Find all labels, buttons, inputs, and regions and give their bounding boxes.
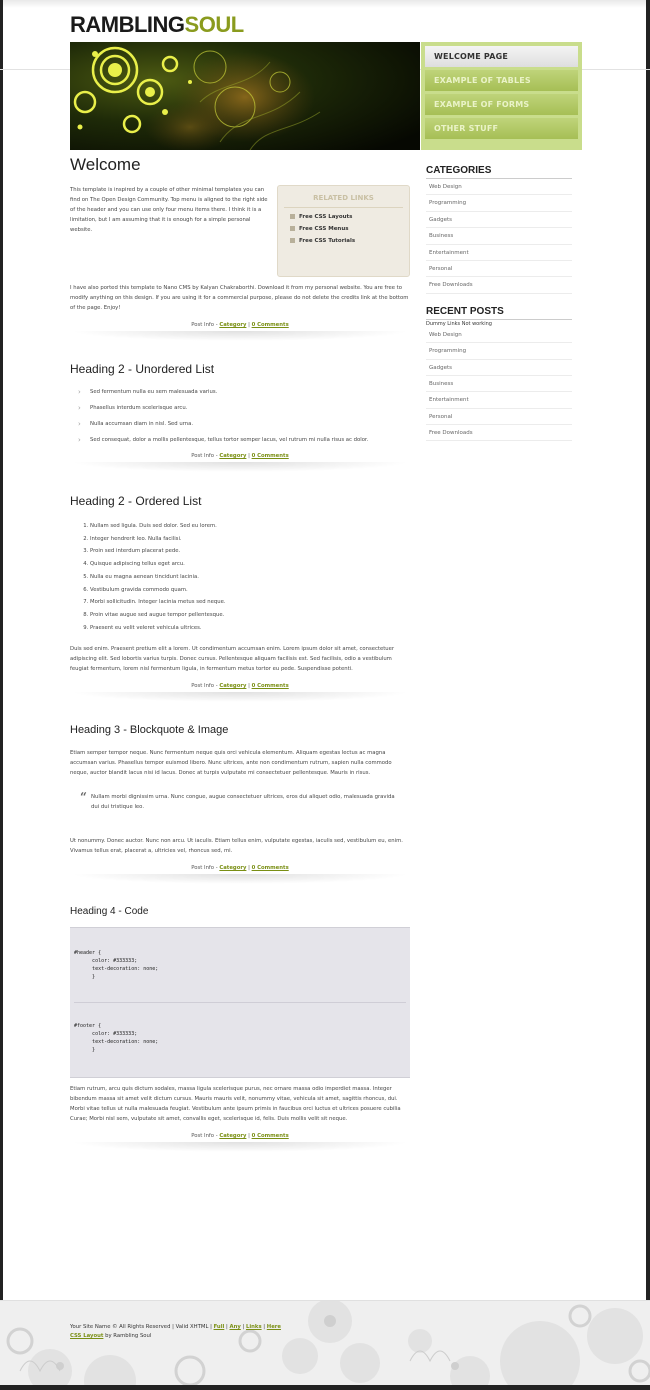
post-blockquote bbox=[70, 724, 410, 884]
window-frame-bottom bbox=[0, 1385, 650, 1390]
related-links-box bbox=[277, 185, 410, 277]
post-shadow-divider bbox=[70, 874, 410, 884]
code-block bbox=[70, 927, 410, 1078]
post-shadow-divider bbox=[70, 462, 410, 472]
sidebar bbox=[426, 165, 572, 441]
list-item: › Sed fermentum nulla eu sem malesuada varius. bbox=[78, 388, 218, 396]
post-unordered-list bbox=[70, 362, 410, 472]
banner-artwork bbox=[70, 42, 420, 150]
footer-link[interactable]: Full bbox=[213, 1324, 225, 1330]
post-title-code: Heading 4 - Code bbox=[70, 906, 149, 918]
post-comments-link[interactable]: 0 Comments bbox=[251, 865, 289, 872]
post-paragraph: This template is inspired by a couple of other minimal templates you can find on The Open Design Community. Top menu is aligned to the right side of the header and you can use only four menu items there. I think it is a limitation, but I am assuming that it is enough for a simple personal website. bbox=[70, 187, 268, 233]
top-gradient-bar bbox=[0, 0, 650, 8]
post-paragraph: Etiam semper tempor neque. Nunc fermentum neque quis orci vehicula elementum. Aliquam egestas lectus ac magna accumsan varius. Phasellus tempor euismod libero. Nunc ultrices, ante non condimentum rutrum, sapien nulla commodo neque, auctor blandit lacus nisi id lacus. Donec at turpis vulputate mi consectetuer pellentesque. Mauris in risus. bbox=[70, 750, 392, 777]
post-shadow-divider bbox=[70, 1142, 410, 1152]
unordered-list bbox=[70, 388, 410, 445]
sidebar-category-link[interactable]: Personal bbox=[426, 261, 572, 277]
post-info: Post Info - Category | 0 Comments bbox=[191, 1133, 289, 1140]
nav-item-other-stuff[interactable]: OTHER STUFF bbox=[425, 118, 578, 139]
list-item: 3. Proin sed interdum placerat pede. bbox=[90, 545, 410, 558]
chevron-right-icon: › bbox=[78, 420, 81, 428]
footer-link[interactable]: Links bbox=[245, 1324, 262, 1330]
post-code bbox=[70, 906, 410, 1152]
chevron-right-icon: › bbox=[78, 404, 81, 412]
list-item: 2. Integer hendrerit leo. Nulla facilisi. bbox=[90, 533, 410, 546]
chevron-right-icon: › bbox=[78, 388, 81, 396]
footer-link[interactable]: Any bbox=[229, 1324, 241, 1330]
bullet-square-icon bbox=[290, 226, 295, 231]
post-comments-link[interactable]: 0 Comments bbox=[251, 322, 289, 328]
quote-mark-icon: “ bbox=[80, 790, 87, 805]
post-comments-link[interactable]: 0 Comments bbox=[251, 453, 289, 459]
list-item: 8. Proin vitae augue sed augue tempor pellentesque. bbox=[90, 609, 410, 622]
sidebar-category-link[interactable]: Web Design bbox=[426, 179, 572, 195]
blockquote-text: Nullam morbi dignissim urna. Nunc congue, augue consectetuer ultrices, eros dui aliquet odio, malesuada gravida dui dui tristique leo. bbox=[91, 794, 395, 811]
sidebar-recent-subtitle: Dummy Links Not working bbox=[426, 320, 492, 327]
sidebar-category-link[interactable]: Entertainment bbox=[426, 245, 572, 261]
post-paragraph: Ut nonummy. Donec auctor. Nunc non arcu. Ut iaculis. Etiam tellus enim, vulputate egestas, iaculis sed, vestibulum eu, enim. Vivamus tellus erat, placerat a, ultricies vel, rhoncus sed, mi. bbox=[70, 838, 403, 855]
window-frame-right bbox=[646, 0, 650, 1390]
sidebar-category-link[interactable]: Gadgets bbox=[426, 212, 572, 228]
sidebar-recent-title: RECENT POSTS bbox=[426, 306, 572, 320]
post-category-link[interactable]: Category bbox=[219, 865, 247, 872]
code-snippet-header: #header { color: #333333; text-decoration: none; } bbox=[74, 950, 159, 981]
logo-part-soul: SOUL bbox=[184, 12, 244, 37]
header-banner-image bbox=[70, 42, 420, 150]
sidebar-recent-link[interactable]: Programming bbox=[426, 343, 572, 359]
sidebar-recent-link[interactable]: Business bbox=[426, 376, 572, 392]
post-welcome bbox=[70, 155, 410, 341]
main-content bbox=[70, 155, 410, 1152]
post-title-ordered: Heading 2 - Ordered List bbox=[70, 494, 202, 508]
related-link[interactable]: Free CSS Layouts bbox=[290, 214, 403, 220]
sidebar-recent-link[interactable]: Gadgets bbox=[426, 360, 572, 376]
nav-item-example-of-tables[interactable]: EXAMPLE OF TABLES bbox=[425, 70, 578, 91]
nav-item-welcome-page[interactable]: WELCOME PAGE bbox=[425, 46, 578, 67]
sidebar-categories-title: CATEGORIES bbox=[426, 165, 572, 179]
site-logo[interactable] bbox=[70, 12, 244, 38]
post-info: Post Info - Category | 0 Comments bbox=[191, 683, 289, 690]
list-item: 5. Nulla eu magna aenean tincidunt lacinia. bbox=[90, 571, 410, 584]
list-item: › Phasellus interdum scelerisque arcu. bbox=[78, 404, 188, 412]
footer-circles-decoration bbox=[0, 1301, 650, 1385]
sidebar-recent-link[interactable]: Web Design bbox=[426, 327, 572, 343]
list-item: 1. Nullam sed ligula. Duis sed dolor. Sed eu lorem. bbox=[90, 520, 410, 533]
code-divider bbox=[74, 1002, 406, 1003]
post-shadow-divider bbox=[70, 331, 410, 341]
post-paragraph: Duis sed enim. Praesent pretium elit a lorem. Ut condimentum accumsan enim. Lorem ipsum dolor sit amet, consectetuer adipiscing elit. Sed lobortis varius turpis. Donec cursus. Pellentesque aliquam facilisis est. Sed facilisis, odio a vestibulum feugiat fermentum, lorem nisl fermentum ligula, in fermentum metus tortor eu pede. Suspendisse potenti. bbox=[70, 646, 395, 673]
post-title-welcome: Welcome bbox=[70, 155, 141, 174]
post-info: Post Info - Category | 0 Comments bbox=[191, 453, 289, 459]
post-category-link[interactable]: Category bbox=[219, 453, 247, 459]
site-footer bbox=[0, 1300, 650, 1385]
sidebar-recent-link[interactable]: Entertainment bbox=[426, 392, 572, 408]
post-comments-link[interactable]: 0 Comments bbox=[251, 1133, 289, 1140]
post-shadow-divider bbox=[70, 692, 410, 702]
top-navigation bbox=[421, 42, 582, 150]
related-link[interactable]: Free CSS Menus bbox=[290, 226, 403, 232]
list-item: 9. Praesent eu velit veleret vehicula ultrices. bbox=[90, 622, 410, 635]
list-item: 4. Quisque adipiscing tellus eget arcu. bbox=[90, 558, 410, 571]
post-info: Post Info - Category | 0 Comments bbox=[191, 322, 289, 328]
post-paragraph: Etiam rutrum, arcu quis dictum sodales, massa ligula scelerisque purus, nec ornare massa odio imperdiet massa. Integer bibendum massa sit amet velit dictum cursus. Mauris mauris velit, nonummy vitae, vehicula sit amet, sagittis rhoncus, dui. Morbi vitae tellus ut nulla malesuada feugiat. Vestibulum ante ipsum primis in faucibus orci luctus et ultrices posuere cubilia Curae; Morbi nisl sem, vulputate sit amet, convallis eget, scelerisque id, felis. Duis mollis velit sit neque. bbox=[70, 1086, 401, 1123]
list-item: 6. Vestibulum gravida commodo quam. bbox=[90, 584, 410, 597]
list-item: › Nulla accumsan diam in nisl. Sed urna. bbox=[78, 420, 194, 428]
post-title-unordered: Heading 2 - Unordered List bbox=[70, 362, 215, 376]
footer-link[interactable]: Here bbox=[266, 1324, 281, 1330]
post-category-link[interactable]: Category bbox=[219, 1133, 247, 1140]
bullet-square-icon bbox=[290, 214, 295, 219]
post-title-blockquote: Heading 3 - Blockquote & Image bbox=[70, 724, 229, 737]
post-paragraph: I have also ported this template to Nano CMS by Kalyan Chakraborthi. Download it from my personal website. You are free to modify anything on this design. If you are using it for a commercial purpose, please do not delete the credits link at the bottom of the page. Enjoy! bbox=[70, 285, 409, 311]
sidebar-category-link[interactable]: Business bbox=[426, 228, 572, 244]
blockquote bbox=[70, 792, 410, 812]
sidebar-category-link[interactable]: Free Downloads bbox=[426, 277, 572, 293]
list-item: 7. Morbi sollicitudin. Integer lacinia metus sed neque. bbox=[90, 596, 410, 609]
nav-item-example-of-forms[interactable]: EXAMPLE OF FORMS bbox=[425, 94, 578, 115]
logo-part-rambling: RAMBLING bbox=[70, 12, 185, 37]
post-category-link[interactable]: Category bbox=[219, 322, 247, 328]
chevron-right-icon: › bbox=[78, 436, 81, 444]
post-ordered-list bbox=[70, 494, 410, 702]
related-links-title: RELATED LINKS bbox=[284, 194, 403, 208]
footer-css-layout-link[interactable]: CSS Layout bbox=[70, 1333, 104, 1339]
sidebar-category-link[interactable]: Programming bbox=[426, 195, 572, 211]
post-info: Post Info - Category | 0 Comments bbox=[191, 865, 289, 872]
post-comments-link[interactable]: 0 Comments bbox=[251, 683, 289, 690]
code-snippet-footer: #footer { color: #333333; text-decoration: none; } bbox=[74, 1023, 159, 1054]
sidebar-recent-link[interactable]: Personal bbox=[426, 409, 572, 425]
bullet-square-icon bbox=[290, 238, 295, 243]
sidebar-recent-link[interactable]: Free Downloads bbox=[426, 425, 572, 441]
related-link[interactable]: Free CSS Tutorials bbox=[290, 238, 403, 244]
list-item: › Sed consequat, dolor a mollis pellentesque, tellus tortor semper lacus, vel rutrum mi nulla risus ac dolor. bbox=[78, 436, 369, 444]
post-category-link[interactable]: Category bbox=[219, 683, 247, 690]
window-frame-left bbox=[0, 0, 3, 1390]
footer-text: Your Site Name © All Rights Reserved | Valid XHTML | Full | Any | Links | Here CSS Layout by Rambling Soul bbox=[70, 1324, 281, 1339]
ordered-list bbox=[70, 520, 410, 634]
